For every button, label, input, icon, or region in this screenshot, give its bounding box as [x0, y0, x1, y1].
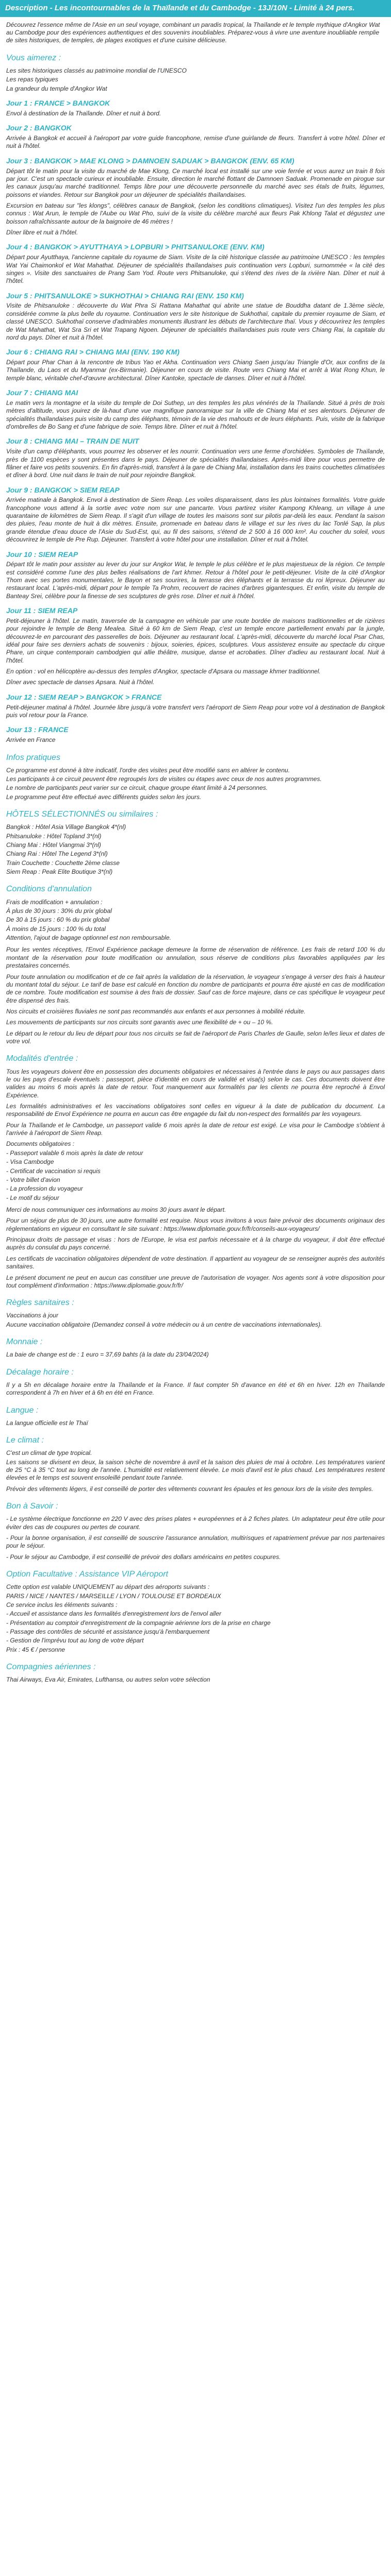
- hotel-item: Chiang Mai : Hôtel Viangmai 3*(nl): [6, 841, 101, 849]
- modalites-paragraph: Tous les voyageurs doivent être en possession des documents obligatoires et nécessaires à l'entrée dans le pays ou aux passages dans le ou les pays d'escale éventuels : passeport, pièce d'identité en cours de validité et visa(s) selon le cas. Ces documents doivent être valides au moins 6 mois après la date de retour. Tout manquement aux formalités par les clients ne pourra être reproché à Envol Expérience.: [6, 1067, 385, 1099]
- option-item: - Présentation au comptoir d'enregistrement de la compagnie aérienne lors de la prise en charge: [6, 1619, 271, 1626]
- vente-paragraph: Pour les ventes réceptives, l'Envol Expérience package demeure la forme de réservation de référence. Les frais de retard 100 % du montant de la réservation pour toute modification ou annulation, sous réserve de conditions plus favorables appliquées par les prestataires concernés.: [6, 946, 385, 970]
- option-item: - Passage des contrôles de sécurité et assistance jusqu'à l'embarquement: [6, 1628, 210, 1636]
- documents-paragraph: Principaux droits de passage et visas : hors de l'Europe, le visa est parfois nécessaire et à la charge du voyageur, il doit être effectué auprès du consulat du pays concerné.: [6, 1236, 385, 1251]
- option-item: - Accueil et assistance dans les formalités d'enregistrement lors de l'envol aller: [6, 1610, 221, 1618]
- vente-paragraph: Nos circuits et croisières fluviales ne sont pas recommandés aux enfants et aux personnes à mobilité réduite.: [6, 1007, 306, 1015]
- aimerez-heading: Vous aimerez :: [6, 53, 61, 62]
- decalage-heading: Décalage horaire :: [6, 1367, 74, 1377]
- documents-paragraph: Pour un séjour de plus de 30 jours, une autre formalité est requise. Nous vous invitons à vous faire prévoir des documents originaux des réglementations en vigueur en consultant le site suivant : https://www.diplomatie.gouv.fr/fr/conseils-aux-voyageurs/: [6, 1217, 385, 1232]
- option-item: - Gestion de l'imprévu tout au long de votre départ: [6, 1637, 144, 1645]
- condition-item: Attention, l'ajout de bagage optionnel est non remboursable.: [6, 934, 171, 942]
- condition-item: De 30 à 15 jours : 60 % du prix global: [6, 916, 110, 924]
- condition-item: À plus de 30 jours : 30% du prix global: [6, 907, 112, 915]
- option-item: Cette option est valable UNIQUEMENT au départ des aéroports suivants :: [6, 1583, 210, 1591]
- climat-heading: Le climat :: [6, 1436, 44, 1445]
- day-heading: Jour 13 : FRANCE: [6, 725, 69, 734]
- langue-text: La langue officielle est le Thaï: [6, 1419, 88, 1427]
- info-item: Les participants à ce circuit peuvent être regroupés lors de visites ou étapes avec ceux de nos autres programmes.: [6, 775, 322, 783]
- monnaie-text: La baie de change est de : 1 euro = 37,69 bahts (à la date du 23/04/2024): [6, 1351, 209, 1359]
- document-item: - Votre billet d'avion: [6, 1176, 60, 1183]
- info-item: Le programme peut être effectué avec différents guides selon les jours.: [6, 793, 202, 801]
- day-paragraph: Dîner libre et nuit à l'hôtel.: [6, 229, 78, 236]
- option-heading: Option Facultative : Assistance VIP Aéroport: [6, 1570, 168, 1579]
- langue-heading: Langue :: [6, 1405, 39, 1415]
- vente-paragraph: Les mouvements de participants sur nos circuits sont garantis avec une flexibilité de + ou – 10 %.: [6, 1019, 273, 1026]
- modalites-paragraph: Pour la Thaïlande et le Cambodge, un passeport valide 6 mois après la date de retour est exigé. Le visa pour le Cambodge s'obtient à l'arrivée à l'aéroport de Siem Reap.: [6, 1121, 385, 1137]
- day-paragraph: En option : vol en hélicoptère au-dessus des temples d'Angkor, spectacle d'Apsara ou massage khmer traditionnel.: [6, 668, 321, 675]
- compagnies-heading: Compagnies aériennes :: [6, 1663, 96, 1672]
- day-paragraph: Arrivée en France: [6, 736, 56, 744]
- decalage-text: Il y a 5h en décalage horaire entre la Thaïlande et la France. Il faut compter 5h d'avance en été et 6h en hiver. 12h en Thaïlande correspondent à 7h en hiver et à 6h en été en France.: [6, 1381, 385, 1397]
- option-item: Ce service inclus les éléments suivants :: [6, 1601, 118, 1608]
- day-paragraph: Le matin vers la montagne et la visite du temple de Doi Suthep, un des temples les plus vénérés de la Thaïlande. Situé à près de trois mètres d'altitude, vous jouirez de là-haut d'une vue magnifique panoramique sur la ville de Chiang Mai et ses alentours. Déjeuner de spécialités thaïlandaises puis visite du camp des éléphants, témoin de la vie des mahouts et de leurs éléphants. Puis, visite de la fabrique d'ombrelles de Bo Sang et d'une fabrique de soie. Temps libre. Dîner et nuit à l'hôtel.: [6, 399, 385, 431]
- bon-a-savoir-heading: Bon à Savoir :: [6, 1502, 58, 1511]
- day-heading: Jour 5 : PHITSANULOKE > SUKHOTHAI > CHIANG RAI (ENV. 150 KM): [6, 291, 244, 300]
- vente-paragraph: Le départ ou le retour du lieu de départ pour tous nos circuits se fait de l'aéroport de Paris Charles de Gaulle, selon le/les lieux et dates de votre vol.: [6, 1029, 385, 1045]
- info-item: Ce programme est donné à titre indicatif, l'ordre des visites peut être modifié sans en altérer le contenu.: [6, 766, 290, 774]
- page-title: Description - Les incontournables de la Thaïlande et du Cambodge - 13J/10N - Limité à 24 pers.: [0, 0, 391, 17]
- sanitaires-heading: Règles sanitaires :: [6, 1298, 74, 1308]
- day-heading: Jour 8 : CHIANG MAI – TRAIN DE NUIT: [6, 437, 139, 446]
- day-heading: Jour 7 : CHIANG MAI: [6, 388, 78, 397]
- documents-paragraph: Le présent document ne peut en aucun cas constituer une preuve de l'autorisation de voyager. Nos agents sont à votre disposition pour tout complément d'information : https://www.diplomatie.gouv.fr/fr/: [6, 1274, 385, 1289]
- day-paragraph: Excursion en bateau sur "les klongs", célèbres canaux de Bangkok, (selon les conditions climatiques). Visitez l'un des temples les plus connus : Wat Arun, le temple de l'Aube ou Wat Pho, suivi de la visite du célèbre marché aux fleurs Pak Khlong Talat et dégustez une boisson rafraîchissante autour de la baignoire de 46 mètres !: [6, 202, 385, 225]
- day-paragraph: Visite d'un camp d'éléphants, vous pourrez les observer et les nourrir. Continuation vers une ferme d'orchidées. Symboles de Thaïlande, près de 1100 espèces y sont présentes dans le pays. Déjeuner de spécialités thaïlandaises. Après-midi libre pour vous permettre de flâner et faire vos petits souvenirs. En fin d'après-midi, transfert à la gare de Chiang Mai, installation dans les trains couchettes climatisées et dîner à bord. Une nuit dans le train de nuit pour rejoindre Bangkok.: [6, 448, 385, 479]
- sanitaire-item: Aucune vaccination obligatoire (Demandez conseil à votre médecin ou à un centre de vaccinations internationales).: [6, 1320, 322, 1328]
- hotel-item: Siem Reap : Peak Elite Boutique 3*(nl): [6, 868, 113, 876]
- aimerez-item: La grandeur du temple d'Angkor Wat: [6, 84, 107, 92]
- day-paragraph: Arrivée à Bangkok et accueil à l'aéroport par votre guide francophone, remise d'une guirlande de fleurs. Transfert à votre hôtel. Dîner et nuit à l'hôtel.: [6, 134, 385, 150]
- documents-paragraph: Les certificats de vaccination obligatoires dépendent de votre destination. Il appartient au voyageur de se renseigner auprès des autorités sanitaires.: [6, 1255, 385, 1270]
- intro-text: Découvrez l'essence même de l'Asie en un seul voyage, combinant un paradis tropical, la Thaïlande et le temple mythique d'Angkor Wat au Cambodge pour des expériences authentiques et des souvenirs inoubliables. Préparez-vous à vivre une aventure inoubliable remplie de sites historiques, de temples, de plages exotiques et d'une cuisine délicieuse.: [6, 21, 380, 44]
- document-item: - Le motif du séjour: [6, 1194, 59, 1201]
- day-paragraph: Dîner avec spectacle de danses Apsara. Nuit à l'hôtel.: [6, 679, 155, 686]
- monnaie-heading: Monnaie :: [6, 1337, 43, 1347]
- hotel-item: Phitsanuloke : Hôtel Topland 3*(nl): [6, 832, 102, 840]
- day-heading: Jour 11 : SIEM REAP: [6, 606, 78, 615]
- document-item: - Certificat de vaccination si requis: [6, 1167, 101, 1175]
- day-paragraph: Départ pour Ayutthaya, l'ancienne capitale du royaume de Siam. Visite de la cité historique classée au patrimoine UNESCO : les temples Wat Yai Chaimonkol et Wat Mahathat. Déjeuner de spécialités thaïlandaises puis continuation vers Lopburi, surnommée « la cité des singes ». Visite des sanctuaires de Prang Sam Yod. Route vers Phitsanuloke, qui s'étend des rives de la rivière Nan. Dîner et nuit à l'hôtel.: [6, 253, 385, 285]
- day-heading: Jour 4 : BANGKOK > AYUTTHAYA > LOPBURI > PHITSANULOKE (ENV. KM): [6, 243, 265, 251]
- day-paragraph: Départ tôt le matin pour la visite du marché de Mae Klong, Ce marché local est installé sur une voie ferrée et vous aurez un train 8 fois par jour. C'est un spectacle curieux et inoubliable. Ensuite, direction le marché flottant de Damnoen Saduak. Promenade en pirogue sur les canaux jusqu'au marché traditionnel. Temps libre pour une découverte personnelle du marché avec ses étals de fruits, légumes, poissons et viandes. Retour sur Bangkok pour un déjeuner de spécialités thaïlandaises.: [6, 167, 385, 198]
- modalites-heading: Modalités d'entrée :: [6, 1054, 78, 1063]
- day-paragraph: Envol à destination de la Thaïlande. Dîner et nuit à bord.: [6, 109, 161, 117]
- day-heading: Jour 3 : BANGKOK > MAE KLONG > DAMNOEN SADUAK > BANGKOK (ENV. 65 KM): [6, 156, 295, 165]
- document-item: - Passeport valable 6 mois après la date de retour: [6, 1149, 143, 1157]
- day-paragraph: Visite de Phitsanuloke : découverte du Wat Phra Si Rattana Mahathat qui abrite une statue de Bouddha datant de 1.3ème siècle, considérée comme la plus belle du royaume. Continuation vers le site historique de Sukhothaï, capitale du premier royaume de Siam, et classé UNESCO. Sukhothaï conserve d'admirables monuments illustrant les débuts de l'architecture thaï. Vous y découvrirez les temples de Wat Mahathat, Wat Sra Sri et Wat Trapang Ngoen. Déjeuner de spécialités thaïlandaises puis route vers Chiang Rai, la capitale du nord du pays. Dîner et nuit à l'hôtel.: [6, 302, 385, 341]
- hotel-item: Bangkok : Hôtel Asia Village Bangkok 4*(nl): [6, 823, 126, 831]
- itinerary: [0, 99, 391, 744]
- bon-a-savoir-item: - Le système électrique fonctionne en 220 V avec des prises plates + européennes et à 2 fiches plates. Un adaptateur peut être utile pour éviter des cas de coupures ou pertes de courant.: [6, 1515, 385, 1531]
- day-heading: Jour 9 : BANGKOK > SIEM REAP: [6, 485, 120, 494]
- compagnies-text: Thai Airways, Eva Air, Emirates, Lufthansa, ou autres selon votre sélection: [6, 1676, 210, 1684]
- option-item: Prix : 45 € / personne: [6, 1646, 66, 1653]
- day-heading: Jour 1 : FRANCE > BANGKOK: [6, 99, 110, 108]
- aimerez-item: Les sites historiques classés au patrimoine mondial de l'UNESCO: [6, 67, 187, 75]
- hotels-heading: HÔTELS SÉLECTIONNÉS ou similaires :: [6, 810, 158, 819]
- climat-text: C'est un climat de type tropical.: [6, 1449, 92, 1457]
- day-heading: Jour 12 : SIEM REAP > BANGKOK > FRANCE: [6, 692, 162, 701]
- condition-item: Frais de modification + annulation :: [6, 898, 103, 906]
- sanitaire-item: Vaccinations à jour: [6, 1312, 58, 1319]
- day-heading: Jour 2 : BANGKOK: [6, 124, 72, 132]
- vente-paragraph: Pour toute annulation ou modification et de ce fait après la validation de la réservation, le voyageur s'engage à verser des frais à hauteur du montant total du séjour. Le tarif de base est calculé en fonction du nombre de participants et pourra être ajusté en cas de modification de ce nombre. Toute modification est soumise à des frais de dossier. Sauf cas de force majeure, dans ce cas spécifique le voyageur peut être dispensé des frais.: [6, 973, 385, 1004]
- modalites-paragraph: Les formalités administratives et les vaccinations obligatoires sont celles en vigueur à la date de publication du document. La responsabilité de Envol Expérience ne pourra en aucun cas être engagée du fait du non-respect des formalités par les voyageurs.: [6, 1103, 385, 1118]
- infos-heading: Infos pratiques: [6, 753, 60, 762]
- climat-text: Les saisons se divisent en deux, la saison sèche de novembre à avril et la saison des pluies de mai à octobre. Les températures varient de 25 °C à 35 °C tout au long de l'année. L'humidité est relativement élevée. Le mois d'avril est le plus chaud. Les températures restent élevées et le temps est souvent ensoleillé pendant toute l'année.: [6, 1458, 385, 1482]
- document-item: - La profession du voyageur: [6, 1185, 83, 1193]
- day-paragraph: Départ tôt le matin pour assister au lever du jour sur Angkor Wat, le temple le plus célèbre et le plus majestueux de la région. Ce temple est considéré comme l'une des plus belles réalisations de l'art khmer. Retour à l'hôtel pour le petit-déjeuner. Visite de la cité d'Angkor Thom avec ses portes monumentales, le Bayon et ses sourires, la terrasse des éléphants et la terrasse du roi lépreux. Déjeuner au restaurant local. L'après-midi, départ pour le temple Ta Prohm, recouvert de racines d'arbres gigantesques. Et enfin, visite du temple de Banteay Srei, célèbre pour la finesse de ses sculptures de grès rose. Dîner et nuit à l'hôtel.: [6, 561, 385, 600]
- day-paragraph: Petit-déjeuner à l'hôtel. Le matin, traversée de la campagne en véhicule par une route bordée de maisons traditionnelles et de rizières pour rejoindre le temple de Beng Mealea. Situé à 60 km de Siem Reap, c'est un temple encore partiellement envahi par la jungle, découvrez-le en parcourant des passerelles de bois. Déjeuner au restaurant local. L'après-midi, découverte du marché local Psar Chas, idéal pour faire ses derniers achats de souvenirs : bijoux, soieries, épices, sculptures. Vous assisterez ensuite au spectacle du cirque Phare, un cirque contemporain cambodgien qui allie théâtre, musique, danse et acrobaties. Dîner d'adieu au restaurant local. Nuit à l'hôtel.: [6, 617, 385, 664]
- info-item: Le nombre de participants peut varier sur ce circuit, chaque groupe étant limité à 24 personnes.: [6, 784, 268, 792]
- day-paragraph: Arrivée matinale à Bangkok. Envol à destination de Siem Reap. Les voiles disparaissent, dans les plus lointaines formalités. Votre guide francophone vous attend à la sortie avec votre nom sur une pancarte. Vous partirez visiter Kampong Khleang, un village à une quarantaine de kilomètres de Siem Reap. Il s'agit d'un village de toutes les maisons sont sur pilotis par-delà les eaux. Pendant la saison des pluies, l'eau monte de huit à dix mètres. Ensuite, promenade en bateau dans le village et sur les rives du lac Tonlé Sap, la plus grande étendue d'eau douce de l'Asie du Sud-Est, qui, au fil des saisons, s'étend de 2 500 à 16 000 km². Au coucher du soleil, vous découvrirez le temple de Pre Rup. Déjeuner. Transfert à votre hôtel pour une installation. Dîner et nuit à l'hôtel.: [6, 496, 385, 544]
- bon-a-savoir-item: - Pour la bonne organisation, il est conseillé de souscrire l'assurance annulation, multirisques et rapatriement prévue par nos partenaires pour le séjour.: [6, 1534, 385, 1550]
- aimerez-item: Les repas typiques: [6, 76, 58, 83]
- climat-text: Prévoir des vêtements légers, il est conseillé de porter des vêtements couvrant les épaules et les genoux lors de la visite des temples.: [6, 1485, 373, 1493]
- condition-item: À moins de 15 jours : 100 % du total: [6, 925, 106, 933]
- conditions-heading: Conditions d'annulation: [6, 885, 92, 894]
- hotel-item: Chiang Rai : Hôtel The Legend 3*(nl): [6, 850, 108, 858]
- day-paragraph: Petit-déjeuner matinal à l'hôtel. Journée libre jusqu'à votre transfert vers l'aéroport de Siem Reap pour votre vol à destination de Bangkok puis vol retour pour la France.: [6, 703, 385, 719]
- option-item: PARIS / NICE / NANTES / MARSEILLE / LYON / TOULOUSE ET BORDEAUX: [6, 1592, 221, 1600]
- day-heading: Jour 6 : CHIANG RAI > CHIANG MAI (ENV. 190 KM): [6, 348, 180, 357]
- document-item: - Visa Cambodge: [6, 1158, 54, 1166]
- day-heading: Jour 10 : SIEM REAP: [6, 550, 78, 558]
- bon-a-savoir-item: - Pour le séjour au Cambodge, il est conseillé de prévoir des dollars américains en petites coupures.: [6, 1553, 281, 1561]
- hotel-item: Train Couchette : Couchette 2ème classe: [6, 859, 120, 867]
- day-paragraph: Départ pour Phar Chan à la rencontre de tribus Yao et Akha. Continuation vers Chiang Saen jusqu'au Triangle d'Or, aux confins de la Thaïlande, du Laos et du Myanmar (ex-Birmanie). Déjeuner en cours de visite. Route vers Chiang Mai et arrêt à Wat Rong Khun, le temple blanc, véritable chef-d'œuvre architectural. Dîner Kantoke, spectacle de danses. Dîner et nuit à l'hôtel.: [6, 359, 385, 382]
- documents-paragraph: Merci de nous communiquer ces informations au moins 30 jours avant le départ.: [6, 1206, 226, 1213]
- documents-heading: Documents obligatoires :: [6, 1140, 75, 1148]
